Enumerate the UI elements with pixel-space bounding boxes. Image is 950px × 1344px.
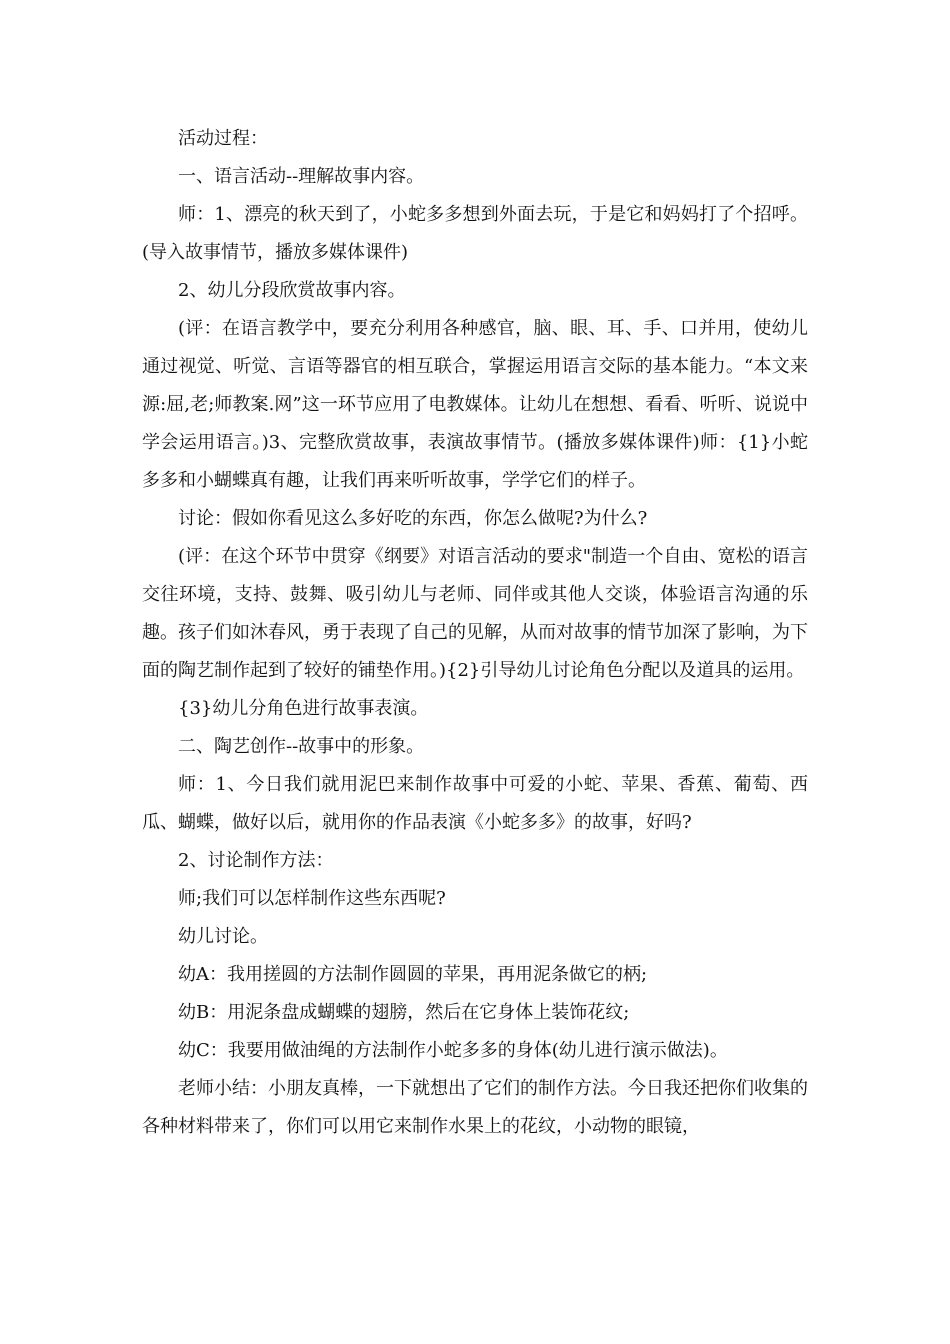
paragraph-teacher-clay: 师：1、今日我们就用泥巴来制作故事中可爱的小蛇、苹果、香蕉、葡萄、西瓜、蝴蝶，做好以后，就用你的作品表演《小蛇多多》的故事，好吗? — [142, 774, 808, 833]
paragraph-child-a: 幼A：我用搓圆的方法制作圆圆的苹果，再用泥条做它的柄; — [178, 964, 648, 985]
paragraph-teacher-intro: 师：1、漂亮的秋天到了，小蛇多多想到外面去玩，于是它和妈妈打了个招呼。(导入故事情节，播放多媒体课件) — [142, 204, 808, 263]
paragraph-discussion-question: 讨论：假如你看见这么多好吃的东西，你怎么做呢?为什么? — [178, 508, 648, 529]
paragraph-segment-appreciation: 2、幼儿分段欣赏故事内容。 — [178, 280, 406, 301]
paragraph-section-one-heading: 一、语言活动--理解故事内容。 — [178, 166, 425, 187]
paragraph-teacher-question: 师;我们可以怎样制作这些东西呢? — [178, 888, 446, 909]
paragraph-teacher-summary: 老师小结：小朋友真棒，一下就想出了它们的制作方法。今日我还把你们收集的各种材料带来了，你们可以用它来制作水果上的花纹，小动物的眼镜， — [142, 1078, 808, 1137]
document-body — [142, 120, 808, 1146]
paragraph-comment-outline: (评：在这个环节中贯穿《纲要》对语言活动的要求"制造一个自由、宽松的语言交往环境，支持、鼓舞、吸引幼儿与老师、同伴或其他人交谈，体验语言沟通的乐趣。孩子们如沐春风，勇于表现了自己的见解，从而对故事的情节加深了影响，为下面的陶艺制作起到了较好的铺垫作用。){2}引导幼儿讨论角色分配以及道具的运用。 — [142, 546, 808, 681]
paragraph-comment-senses: (评：在语言教学中，要充分利用各种感官，脑、眼、耳、手、口并用，使幼儿通过视觉、听觉、言语等器官的相互联合，掌握运用语言交际的基本能力。“本文来源:屈,老;师教案.网”这一环节应用了电教媒体。让幼儿在想想、看看、听听、说说中学会运用语言。)3、完整欣赏故事，表演故事情节。(播放多媒体课件)师：{1}小蛇多多和小蝴蝶真有趣，让我们再来听听故事，学学它们的样子。 — [142, 318, 808, 491]
paragraph-child-c: 幼C：我要用做油绳的方法制作小蛇多多的身体(幼儿进行演示做法)。 — [178, 1040, 728, 1061]
paragraph-activity-process: 活动过程： — [178, 128, 268, 149]
paragraph-child-b: 幼B：用泥条盘成蝴蝶的翅膀，然后在它身体上装饰花纹; — [178, 1002, 630, 1023]
paragraph-discuss-methods: 2、讨论制作方法： — [178, 850, 334, 871]
paragraph-role-performance: {3}幼儿分角色进行故事表演。 — [178, 698, 429, 719]
paragraph-section-two-heading: 二、陶艺创作--故事中的形象。 — [178, 736, 425, 757]
paragraph-children-discuss: 幼儿讨论。 — [178, 926, 268, 947]
